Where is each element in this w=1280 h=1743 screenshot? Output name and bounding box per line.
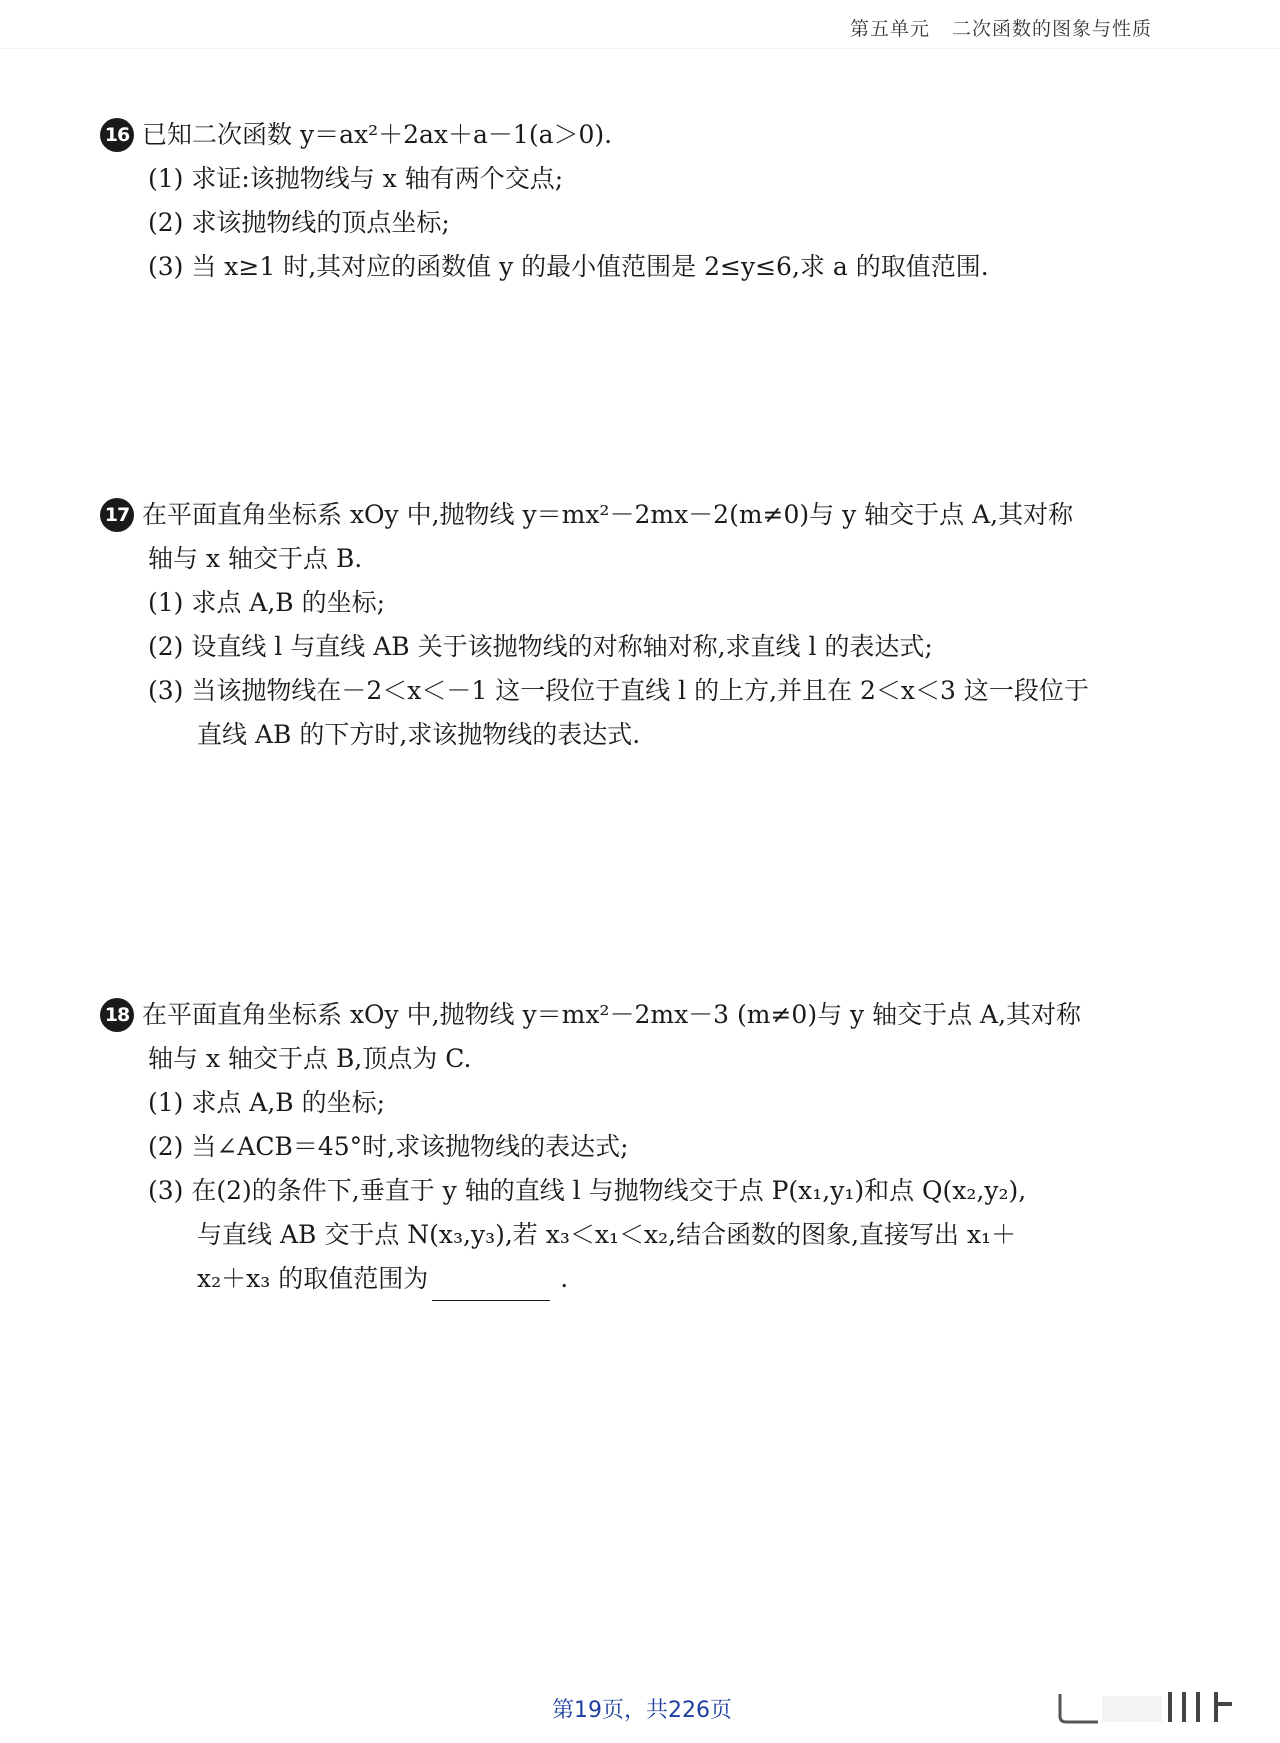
header-divider [0,48,1280,49]
problem-stem-continued: 轴与 x 轴交于点 B,顶点为 C. [148,1044,472,1073]
problem-stem [100,113,1162,157]
unit-label: 第五单元 [849,18,930,40]
problem-part-3: (3) 当该抛物线在－2＜x＜－1 这一段位于直线 l 的上方,并且在 2＜x＜3 这一段位于 [148,676,1089,705]
problem-16 [100,113,1162,289]
problem-number-badge: 18 [100,998,134,1032]
problem-stem [100,493,1162,537]
problem-stem [100,993,1162,1037]
problem-part-3: (3) 当 x≥1 时,其对应的函数值 y 的最小值范围是 2≤y≤6,求 a 的取值范围. [148,252,989,281]
page-header [850,14,1152,41]
problem-number-badge: 16 [100,118,134,152]
problem-number-badge: 17 [100,498,134,532]
problem-stem-continued: 轴与 x 轴交于点 B. [148,544,363,573]
answer-period: . [560,1264,569,1293]
problem-part-1: (1) 求证:该抛物线与 x 轴有两个交点; [148,164,564,193]
problem-part-3-answer-line [100,1257,1162,1301]
problem-part-3: (3) 在(2)的条件下,垂直于 y 轴的直线 l 与抛物线交于点 P(x₁,y₁)和点 Q(x₂,y₂), [148,1176,1027,1205]
problem-part-3-continued: 直线 AB 的下方时,求该抛物线的表达式. [197,720,641,749]
problem-stem-text: 在平面直角坐标系 xOy 中,抛物线 y＝mx²－2mx－2(m≠0)与 y 轴交于点 A,其对称 [142,500,1074,529]
problem-part-3-continued: 与直线 AB 交于点 N(x₃,y₃),若 x₃＜x₁＜x₂,结合函数的图象,直接写出 x₁＋ [197,1220,1017,1249]
page-indicator: 第19页，共226页 [552,1698,732,1723]
chapter-title: 二次函数的图象与性质 [951,18,1152,40]
problem-17 [100,493,1162,757]
problem-part-2: (2) 求该抛物线的顶点坐标; [148,208,450,237]
scan-artifact-icon [1058,1686,1258,1726]
answer-blank[interactable] [432,1272,550,1301]
problem-part-2: (2) 设直线 l 与直线 AB 关于该抛物线的对称轴对称,求直线 l 的表达式; [148,632,933,661]
problem-stem-text: 在平面直角坐标系 xOy 中,抛物线 y＝mx²－2mx－3 (m≠0)与 y 轴交于点 A,其对称 [142,1000,1082,1029]
problem-part-1: (1) 求点 A,B 的坐标; [148,588,386,617]
problem-part-1: (1) 求点 A,B 的坐标; [148,1088,386,1117]
problem-part-2: (2) 当∠ACB＝45°时,求该抛物线的表达式; [148,1132,629,1161]
problem-stem-text: 已知二次函数 y＝ax²＋2ax＋a－1(a＞0). [142,120,613,149]
answer-prompt: x₂＋x₃ 的取值范围为 [197,1264,429,1293]
problem-18 [100,993,1162,1301]
